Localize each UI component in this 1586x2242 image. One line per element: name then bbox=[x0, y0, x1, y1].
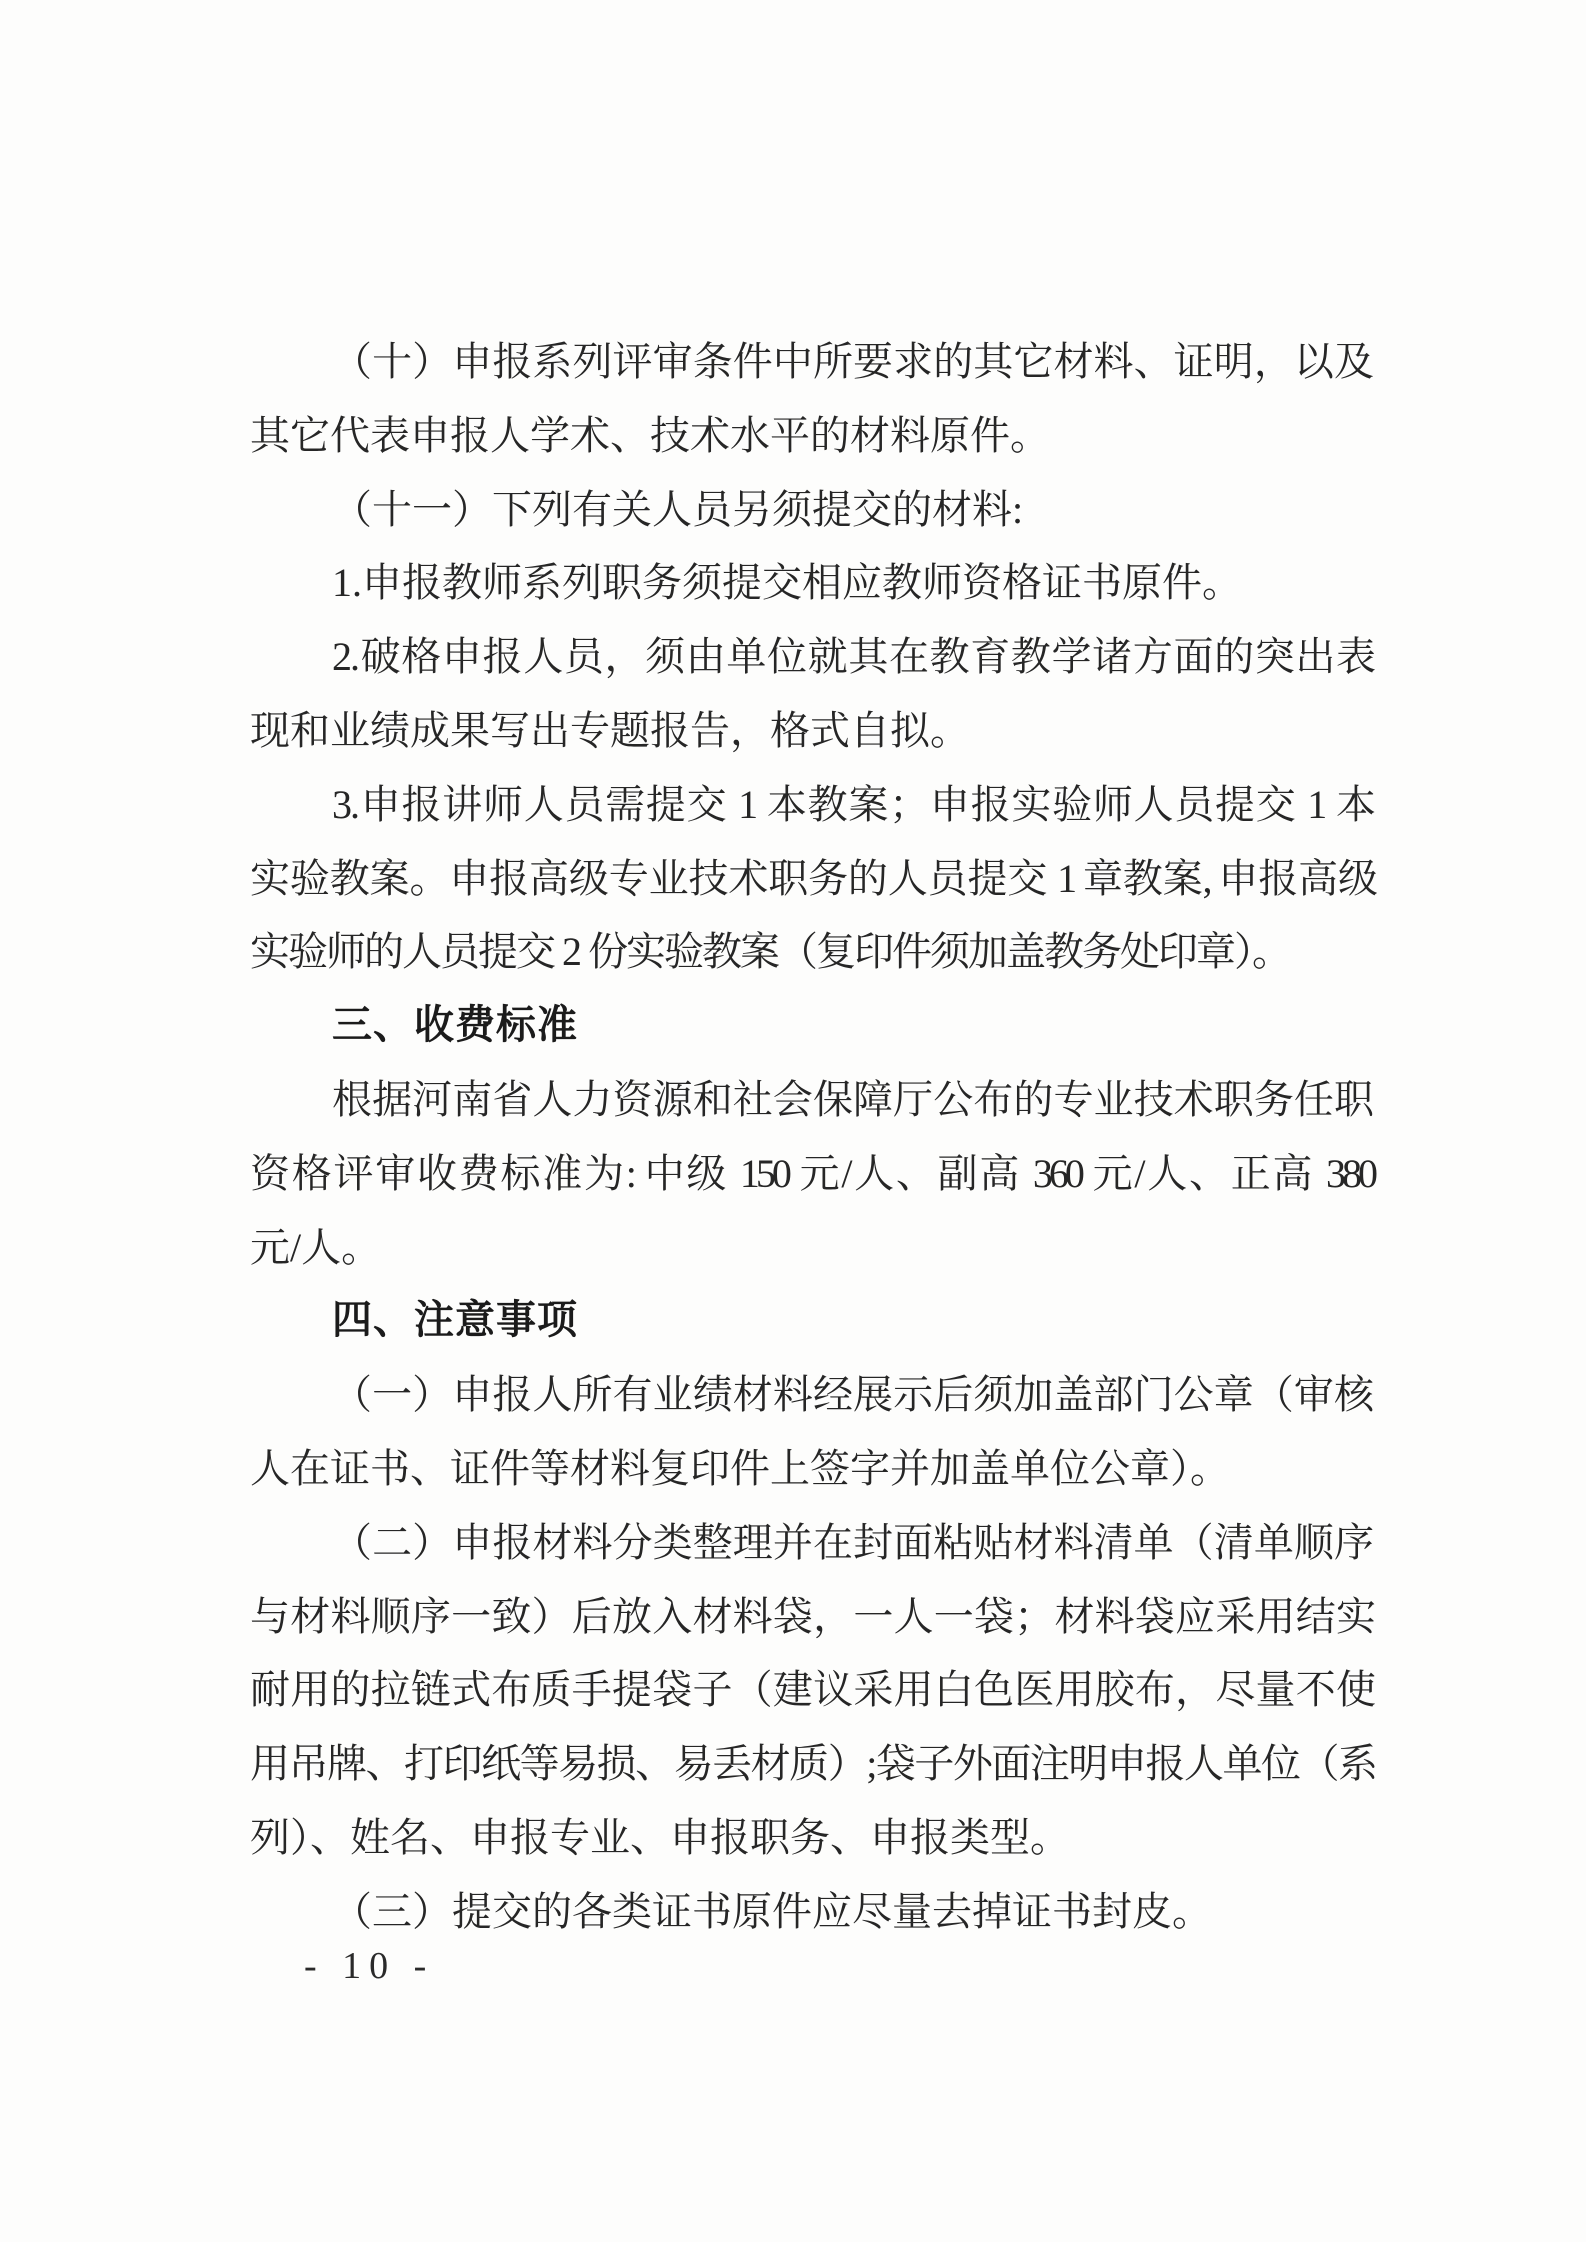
text-line: 根据河南省人力资源和社会保障厅公布的专业技术职务任职 bbox=[332, 1076, 1374, 1122]
text-line: 用吊牌、打印纸等易损、易丢材质）;袋子外面注明申报人单位（系 bbox=[250, 1741, 1374, 1787]
text-line: （一）申报人所有业绩材料经展示后须加盖部门公章（审核 bbox=[332, 1372, 1374, 1418]
list-item-3: 3.申报讲师人员需提交 1 本教案；申报实验师人员提交 1 本 bbox=[332, 781, 1374, 827]
text-line: （十）申报系列评审条件中所要求的其它材料、证明，以及 bbox=[332, 339, 1374, 384]
list-item-2: 2.破格申报人员，须由单位就其在教育教学诸方面的突出表 bbox=[332, 634, 1374, 680]
text-line: （十一）下列有关人员另须提交的材料: bbox=[332, 486, 1024, 532]
text-line: 耐用的拉链式布质手提袋子（建议采用白色医用胶布，尽量不使 bbox=[250, 1667, 1374, 1713]
text-line: 其它代表申报人学术、技术水平的材料原件。 bbox=[250, 412, 1050, 458]
text-line: （二）申报材料分类整理并在封面粘贴材料清单（清单顺序 bbox=[332, 1519, 1374, 1565]
list-item-1: 1.申报教师系列职务须提交相应教师资格证书原件。 bbox=[332, 560, 1242, 606]
page-number: - 10 - bbox=[304, 1945, 435, 1987]
text-line: 资格评审收费标准为: 中级 150 元/人、副高 360 元/人、正高 380 bbox=[250, 1150, 1374, 1196]
text-line: 实验教案。申报高级专业技术职务的人员提交 1 章教案, 申报高级 bbox=[250, 855, 1374, 901]
text-line: 人在证书、证件等材料复印件上签字并加盖单位公章）。 bbox=[250, 1445, 1230, 1491]
text-line: 与材料顺序一致）后放入材料袋，一人一袋；材料袋应采用结实 bbox=[250, 1593, 1374, 1639]
section-heading-notes: 四、注意事项 bbox=[332, 1298, 578, 1343]
text-line: 实验师的人员提交 2 份实验教案（复印件须加盖教务处印章）。 bbox=[250, 929, 1290, 975]
document-body bbox=[250, 325, 1374, 1949]
text-line: 元/人。 bbox=[250, 1224, 382, 1270]
section-heading-fees: 三、收费标准 bbox=[332, 1003, 578, 1048]
text-line: 现和业绩成果写出专题报告，格式自拟。 bbox=[250, 707, 970, 753]
text-line: 列）、姓名、申报专业、申报职务、申报类型。 bbox=[250, 1814, 1070, 1860]
text-line: （三）提交的各类证书原件应尽量去掉证书封皮。 bbox=[332, 1888, 1212, 1934]
